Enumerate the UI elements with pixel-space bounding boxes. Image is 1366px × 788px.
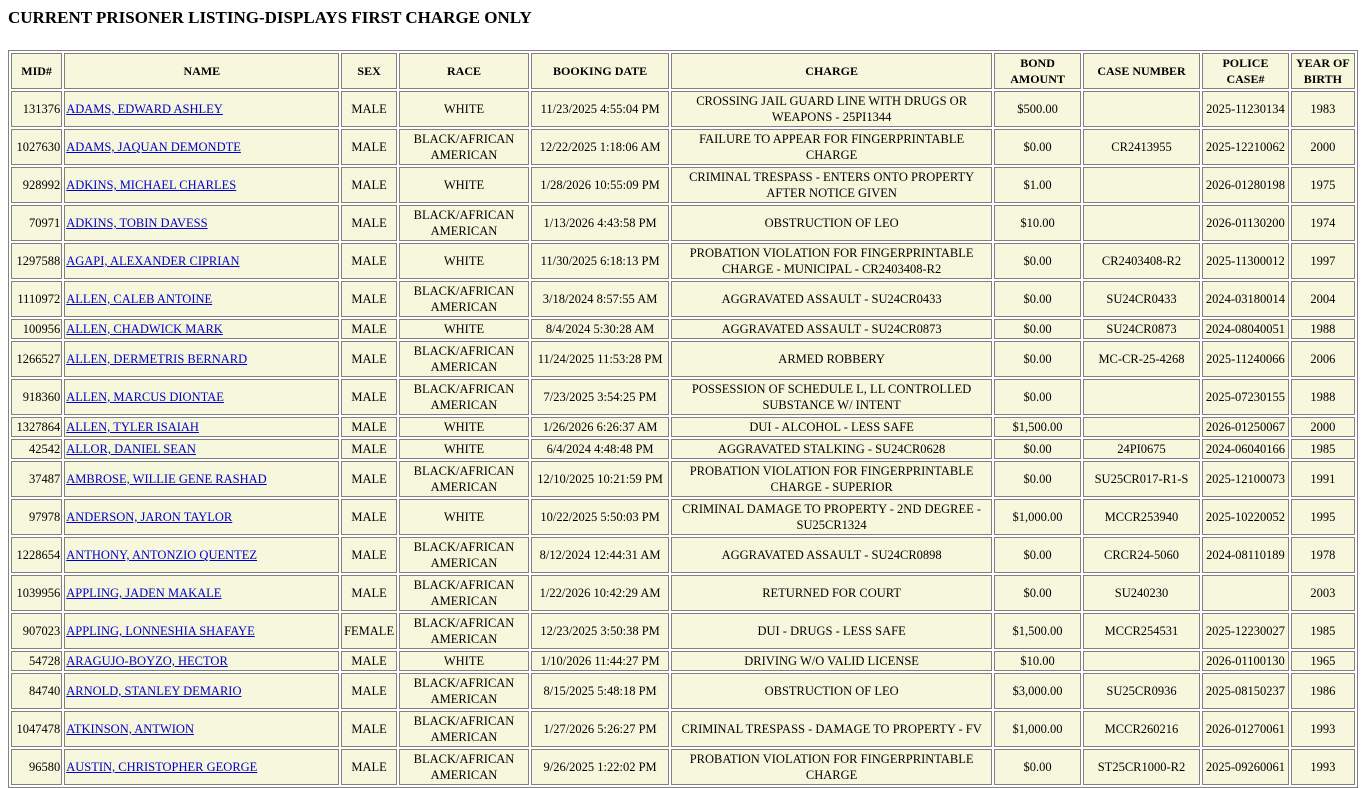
prisoner-table-container <box>8 50 1358 788</box>
table-row <box>11 417 1355 437</box>
cell-booking-date: 3/18/2024 8:57:55 AM <box>531 281 669 317</box>
cell-name <box>64 651 339 671</box>
prisoner-name-link[interactable]: ATKINSON, ANTWION <box>66 722 194 736</box>
prisoner-name-link[interactable]: ARAGUJO-BOYZO, HECTOR <box>66 654 228 668</box>
prisoner-name-link[interactable]: ALLEN, TYLER ISAIAH <box>66 420 199 434</box>
cell-name <box>64 749 339 785</box>
cell-police-case: 2024-08110189 <box>1202 537 1288 573</box>
cell-charge: AGGRAVATED ASSAULT - SU24CR0873 <box>671 319 992 339</box>
table-row <box>11 711 1355 747</box>
cell-bond-amount: $0.00 <box>994 575 1080 611</box>
cell-charge: RETURNED FOR COURT <box>671 575 992 611</box>
cell-race: BLACK/AFRICAN AMERICAN <box>399 575 530 611</box>
cell-case-number: SU24CR0433 <box>1083 281 1201 317</box>
page-title: CURRENT PRISONER LISTING-DISPLAYS FIRST CHARGE ONLY <box>8 8 532 27</box>
cell-case-number <box>1083 379 1201 415</box>
cell-name <box>64 281 339 317</box>
table-row <box>11 613 1355 649</box>
cell-name <box>64 319 339 339</box>
cell-mid: 97978 <box>11 499 62 535</box>
prisoner-name-link[interactable]: AUSTIN, CHRISTOPHER GEORGE <box>66 760 258 774</box>
cell-bond-amount: $0.00 <box>994 439 1080 459</box>
cell-charge: DUI - ALCOHOL - LESS SAFE <box>671 417 992 437</box>
cell-race: WHITE <box>399 439 530 459</box>
cell-mid: 1228654 <box>11 537 62 573</box>
cell-case-number: MC-CR-25-4268 <box>1083 341 1201 377</box>
prisoner-name-link[interactable]: ALLEN, CHADWICK MARK <box>66 322 223 336</box>
cell-booking-date: 1/26/2026 6:26:37 AM <box>531 417 669 437</box>
cell-charge: AGGRAVATED STALKING - SU24CR0628 <box>671 439 992 459</box>
cell-sex: MALE <box>341 205 396 241</box>
cell-year-of-birth: 1997 <box>1291 243 1355 279</box>
cell-mid: 928992 <box>11 167 62 203</box>
cell-race: BLACK/AFRICAN AMERICAN <box>399 341 530 377</box>
cell-booking-date: 8/4/2024 5:30:28 AM <box>531 319 669 339</box>
cell-mid: 131376 <box>11 91 62 127</box>
table-row <box>11 129 1355 165</box>
cell-charge: CRIMINAL TRESPASS - DAMAGE TO PROPERTY - FV <box>671 711 992 747</box>
cell-sex: MALE <box>341 749 396 785</box>
cell-sex: MALE <box>341 379 396 415</box>
cell-name <box>64 91 339 127</box>
cell-sex: MALE <box>341 243 396 279</box>
cell-police-case <box>1202 575 1288 611</box>
cell-booking-date: 7/23/2025 3:54:25 PM <box>531 379 669 415</box>
table-row <box>11 319 1355 339</box>
cell-booking-date: 10/22/2025 5:50:03 PM <box>531 499 669 535</box>
cell-race: BLACK/AFRICAN AMERICAN <box>399 673 530 709</box>
cell-police-case: 2025-12210062 <box>1202 129 1288 165</box>
cell-bond-amount: $0.00 <box>994 461 1080 497</box>
cell-case-number: SU25CR017-R1-S <box>1083 461 1201 497</box>
cell-case-number <box>1083 205 1201 241</box>
cell-case-number <box>1083 167 1201 203</box>
cell-police-case: 2025-12230027 <box>1202 613 1288 649</box>
cell-sex: MALE <box>341 167 396 203</box>
header-charge: CHARGE <box>671 53 992 89</box>
cell-race: BLACK/AFRICAN AMERICAN <box>399 613 530 649</box>
cell-police-case: 2024-03180014 <box>1202 281 1288 317</box>
prisoner-name-link[interactable]: ARNOLD, STANLEY DEMARIO <box>66 684 242 698</box>
table-row <box>11 651 1355 671</box>
cell-bond-amount: $3,000.00 <box>994 673 1080 709</box>
cell-race: BLACK/AFRICAN AMERICAN <box>399 537 530 573</box>
header-booking-date: BOOKING DATE <box>531 53 669 89</box>
prisoner-name-link[interactable]: ANDERSON, JARON TAYLOR <box>66 510 233 524</box>
table-row <box>11 91 1355 127</box>
table-header-row <box>11 53 1355 89</box>
prisoner-name-link[interactable]: APPLING, LONNESHIA SHAFAYE <box>66 624 255 638</box>
table-row <box>11 439 1355 459</box>
cell-mid: 96580 <box>11 749 62 785</box>
cell-case-number: MCCR260216 <box>1083 711 1201 747</box>
cell-race: WHITE <box>399 243 530 279</box>
cell-sex: FEMALE <box>341 613 396 649</box>
cell-race: WHITE <box>399 417 530 437</box>
cell-charge: DUI - DRUGS - LESS SAFE <box>671 613 992 649</box>
cell-police-case: 2026-01280198 <box>1202 167 1288 203</box>
header-name: NAME <box>64 53 339 89</box>
prisoner-name-link[interactable]: AMBROSE, WILLIE GENE RASHAD <box>66 472 267 486</box>
cell-booking-date: 1/13/2026 4:43:58 PM <box>531 205 669 241</box>
cell-charge: FAILURE TO APPEAR FOR FINGERPRINTABLE CHARGE <box>671 129 992 165</box>
cell-bond-amount: $1,000.00 <box>994 711 1080 747</box>
table-row <box>11 575 1355 611</box>
cell-year-of-birth: 1995 <box>1291 499 1355 535</box>
cell-race: WHITE <box>399 651 530 671</box>
cell-name <box>64 575 339 611</box>
prisoner-name-link[interactable]: ADAMS, EDWARD ASHLEY <box>66 102 223 116</box>
cell-case-number: SU240230 <box>1083 575 1201 611</box>
cell-name <box>64 205 339 241</box>
cell-year-of-birth: 1991 <box>1291 461 1355 497</box>
cell-police-case: 2025-07230155 <box>1202 379 1288 415</box>
cell-mid: 1266527 <box>11 341 62 377</box>
cell-charge: CROSSING JAIL GUARD LINE WITH DRUGS OR WEAPONS - 25PI1344 <box>671 91 992 127</box>
cell-police-case: 2026-01100130 <box>1202 651 1288 671</box>
header-bond-amount: BOND AMOUNT <box>994 53 1080 89</box>
cell-bond-amount: $10.00 <box>994 205 1080 241</box>
cell-police-case: 2025-08150237 <box>1202 673 1288 709</box>
cell-sex: MALE <box>341 281 396 317</box>
cell-charge: AGGRAVATED ASSAULT - SU24CR0433 <box>671 281 992 317</box>
cell-sex: MALE <box>341 417 396 437</box>
prisoner-name-link[interactable]: ADAMS, JAQUAN DEMONDTE <box>66 140 241 154</box>
cell-race: BLACK/AFRICAN AMERICAN <box>399 711 530 747</box>
header-sex: SEX <box>341 53 396 89</box>
cell-year-of-birth: 1988 <box>1291 379 1355 415</box>
prisoner-name-link[interactable]: ADKINS, MICHAEL CHARLES <box>66 178 237 192</box>
table-row <box>11 243 1355 279</box>
table-row <box>11 167 1355 203</box>
prisoner-table <box>8 50 1358 788</box>
cell-mid: 54728 <box>11 651 62 671</box>
header-year-of-birth: YEAR OF BIRTH <box>1291 53 1355 89</box>
cell-case-number: SU25CR0936 <box>1083 673 1201 709</box>
cell-name <box>64 461 339 497</box>
cell-police-case: 2025-10220052 <box>1202 499 1288 535</box>
header-case-number: CASE NUMBER <box>1083 53 1201 89</box>
prisoner-name-link[interactable]: ALLEN, MARCUS DIONTAE <box>66 390 224 404</box>
cell-race: WHITE <box>399 167 530 203</box>
cell-charge: DRIVING W/O VALID LICENSE <box>671 651 992 671</box>
cell-sex: MALE <box>341 711 396 747</box>
cell-booking-date: 12/23/2025 3:50:38 PM <box>531 613 669 649</box>
cell-booking-date: 8/12/2024 12:44:31 AM <box>531 537 669 573</box>
cell-booking-date: 8/15/2025 5:48:18 PM <box>531 673 669 709</box>
cell-sex: MALE <box>341 129 396 165</box>
cell-booking-date: 11/30/2025 6:18:13 PM <box>531 243 669 279</box>
header-mid: MID# <box>11 53 62 89</box>
cell-police-case: 2024-08040051 <box>1202 319 1288 339</box>
cell-year-of-birth: 1993 <box>1291 749 1355 785</box>
cell-case-number: CRCR24-5060 <box>1083 537 1201 573</box>
cell-year-of-birth: 2006 <box>1291 341 1355 377</box>
cell-year-of-birth: 1988 <box>1291 319 1355 339</box>
cell-bond-amount: $1,500.00 <box>994 417 1080 437</box>
cell-year-of-birth: 2000 <box>1291 417 1355 437</box>
cell-police-case: 2025-12100073 <box>1202 461 1288 497</box>
cell-sex: MALE <box>341 341 396 377</box>
cell-year-of-birth: 1975 <box>1291 167 1355 203</box>
cell-bond-amount: $0.00 <box>994 537 1080 573</box>
cell-case-number: CR2413955 <box>1083 129 1201 165</box>
cell-charge: PROBATION VIOLATION FOR FINGERPRINTABLE CHARGE - MUNICIPAL - CR2403408-R2 <box>671 243 992 279</box>
cell-race: WHITE <box>399 319 530 339</box>
cell-mid: 907023 <box>11 613 62 649</box>
cell-case-number: MCCR253940 <box>1083 499 1201 535</box>
table-row <box>11 281 1355 317</box>
cell-bond-amount: $0.00 <box>994 319 1080 339</box>
cell-year-of-birth: 1985 <box>1291 613 1355 649</box>
cell-race: BLACK/AFRICAN AMERICAN <box>399 461 530 497</box>
cell-year-of-birth: 1985 <box>1291 439 1355 459</box>
cell-case-number <box>1083 651 1201 671</box>
cell-case-number <box>1083 417 1201 437</box>
cell-booking-date: 1/10/2026 11:44:27 PM <box>531 651 669 671</box>
cell-bond-amount: $0.00 <box>994 243 1080 279</box>
cell-race: BLACK/AFRICAN AMERICAN <box>399 749 530 785</box>
cell-mid: 1110972 <box>11 281 62 317</box>
cell-police-case: 2025-11230134 <box>1202 91 1288 127</box>
cell-booking-date: 1/28/2026 10:55:09 PM <box>531 167 669 203</box>
cell-booking-date: 11/23/2025 4:55:04 PM <box>531 91 669 127</box>
cell-name <box>64 417 339 437</box>
cell-race: BLACK/AFRICAN AMERICAN <box>399 379 530 415</box>
cell-sex: MALE <box>341 439 396 459</box>
prisoner-name-link[interactable]: ALLOR, DANIEL SEAN <box>66 442 196 456</box>
table-row <box>11 673 1355 709</box>
prisoner-name-link[interactable]: ALLEN, CALEB ANTOINE <box>66 292 213 306</box>
cell-race: WHITE <box>399 499 530 535</box>
cell-bond-amount: $0.00 <box>994 281 1080 317</box>
table-row <box>11 341 1355 377</box>
cell-mid: 1027630 <box>11 129 62 165</box>
cell-booking-date: 9/26/2025 1:22:02 PM <box>531 749 669 785</box>
cell-mid: 1297588 <box>11 243 62 279</box>
cell-race: BLACK/AFRICAN AMERICAN <box>399 129 530 165</box>
cell-name <box>64 243 339 279</box>
cell-police-case: 2025-09260061 <box>1202 749 1288 785</box>
cell-name <box>64 673 339 709</box>
prisoner-name-link[interactable]: ALLEN, DERMETRIS BERNARD <box>66 352 248 366</box>
cell-name <box>64 711 339 747</box>
cell-case-number: MCCR254531 <box>1083 613 1201 649</box>
cell-booking-date: 1/27/2026 5:26:27 PM <box>531 711 669 747</box>
cell-charge: ARMED ROBBERY <box>671 341 992 377</box>
cell-year-of-birth: 1974 <box>1291 205 1355 241</box>
table-row <box>11 461 1355 497</box>
cell-police-case: 2025-11240066 <box>1202 341 1288 377</box>
cell-year-of-birth: 2003 <box>1291 575 1355 611</box>
cell-bond-amount: $500.00 <box>994 91 1080 127</box>
cell-charge: CRIMINAL DAMAGE TO PROPERTY - 2ND DEGREE - SU25CR1324 <box>671 499 992 535</box>
cell-sex: MALE <box>341 673 396 709</box>
cell-police-case: 2024-06040166 <box>1202 439 1288 459</box>
cell-bond-amount: $1,000.00 <box>994 499 1080 535</box>
cell-sex: MALE <box>341 651 396 671</box>
prisoner-name-link[interactable]: ANTHONY, ANTONZIO QUENTEZ <box>66 548 258 562</box>
cell-police-case: 2026-01270061 <box>1202 711 1288 747</box>
cell-case-number: SU24CR0873 <box>1083 319 1201 339</box>
cell-police-case: 2025-11300012 <box>1202 243 1288 279</box>
cell-sex: MALE <box>341 575 396 611</box>
cell-bond-amount: $0.00 <box>994 379 1080 415</box>
cell-year-of-birth: 1986 <box>1291 673 1355 709</box>
prisoner-table-body <box>11 91 1355 785</box>
cell-year-of-birth: 1993 <box>1291 711 1355 747</box>
cell-bond-amount: $1.00 <box>994 167 1080 203</box>
prisoner-name-link[interactable]: ADKINS, TOBIN DAVESS <box>66 216 208 230</box>
cell-case-number: ST25CR1000-R2 <box>1083 749 1201 785</box>
cell-mid: 918360 <box>11 379 62 415</box>
cell-case-number: 24PI0675 <box>1083 439 1201 459</box>
cell-mid: 37487 <box>11 461 62 497</box>
cell-sex: MALE <box>341 537 396 573</box>
cell-name <box>64 613 339 649</box>
cell-race: BLACK/AFRICAN AMERICAN <box>399 205 530 241</box>
cell-name <box>64 341 339 377</box>
cell-booking-date: 1/22/2026 10:42:29 AM <box>531 575 669 611</box>
cell-booking-date: 6/4/2024 4:48:48 PM <box>531 439 669 459</box>
cell-mid: 84740 <box>11 673 62 709</box>
table-row <box>11 205 1355 241</box>
cell-name <box>64 439 339 459</box>
cell-race: BLACK/AFRICAN AMERICAN <box>399 281 530 317</box>
cell-police-case: 2026-01130200 <box>1202 205 1288 241</box>
cell-sex: MALE <box>341 91 396 127</box>
cell-sex: MALE <box>341 319 396 339</box>
prisoner-name-link[interactable]: APPLING, JADEN MAKALE <box>66 586 222 600</box>
cell-charge: PROBATION VIOLATION FOR FINGERPRINTABLE CHARGE - SUPERIOR <box>671 461 992 497</box>
cell-bond-amount: $0.00 <box>994 341 1080 377</box>
cell-charge: POSSESSION OF SCHEDULE L, LL CONTROLLED SUBSTANCE W/ INTENT <box>671 379 992 415</box>
cell-name <box>64 379 339 415</box>
cell-police-case: 2026-01250067 <box>1202 417 1288 437</box>
cell-year-of-birth: 2000 <box>1291 129 1355 165</box>
cell-case-number: CR2403408-R2 <box>1083 243 1201 279</box>
cell-name <box>64 167 339 203</box>
cell-charge: PROBATION VIOLATION FOR FINGERPRINTABLE CHARGE <box>671 749 992 785</box>
cell-case-number <box>1083 91 1201 127</box>
table-row <box>11 749 1355 785</box>
cell-year-of-birth: 1965 <box>1291 651 1355 671</box>
cell-mid: 1327864 <box>11 417 62 437</box>
table-row <box>11 379 1355 415</box>
cell-charge: OBSTRUCTION OF LEO <box>671 205 992 241</box>
cell-charge: CRIMINAL TRESPASS - ENTERS ONTO PROPERTY AFTER NOTICE GIVEN <box>671 167 992 203</box>
cell-name <box>64 129 339 165</box>
cell-bond-amount: $0.00 <box>994 749 1080 785</box>
table-row <box>11 499 1355 535</box>
cell-booking-date: 12/22/2025 1:18:06 AM <box>531 129 669 165</box>
header-police-case: POLICE CASE# <box>1202 53 1288 89</box>
cell-mid: 1047478 <box>11 711 62 747</box>
cell-year-of-birth: 1983 <box>1291 91 1355 127</box>
cell-booking-date: 11/24/2025 11:53:28 PM <box>531 341 669 377</box>
cell-year-of-birth: 2004 <box>1291 281 1355 317</box>
cell-mid: 70971 <box>11 205 62 241</box>
cell-sex: MALE <box>341 499 396 535</box>
cell-year-of-birth: 1978 <box>1291 537 1355 573</box>
cell-booking-date: 12/10/2025 10:21:59 PM <box>531 461 669 497</box>
cell-bond-amount: $1,500.00 <box>994 613 1080 649</box>
cell-name <box>64 499 339 535</box>
cell-name <box>64 537 339 573</box>
header-race: RACE <box>399 53 530 89</box>
cell-bond-amount: $0.00 <box>994 129 1080 165</box>
cell-bond-amount: $10.00 <box>994 651 1080 671</box>
cell-mid: 1039956 <box>11 575 62 611</box>
cell-mid: 42542 <box>11 439 62 459</box>
cell-charge: OBSTRUCTION OF LEO <box>671 673 992 709</box>
prisoner-name-link[interactable]: AGAPI, ALEXANDER CIPRIAN <box>66 254 240 268</box>
table-row <box>11 537 1355 573</box>
cell-sex: MALE <box>341 461 396 497</box>
cell-charge: AGGRAVATED ASSAULT - SU24CR0898 <box>671 537 992 573</box>
cell-race: WHITE <box>399 91 530 127</box>
cell-mid: 100956 <box>11 319 62 339</box>
